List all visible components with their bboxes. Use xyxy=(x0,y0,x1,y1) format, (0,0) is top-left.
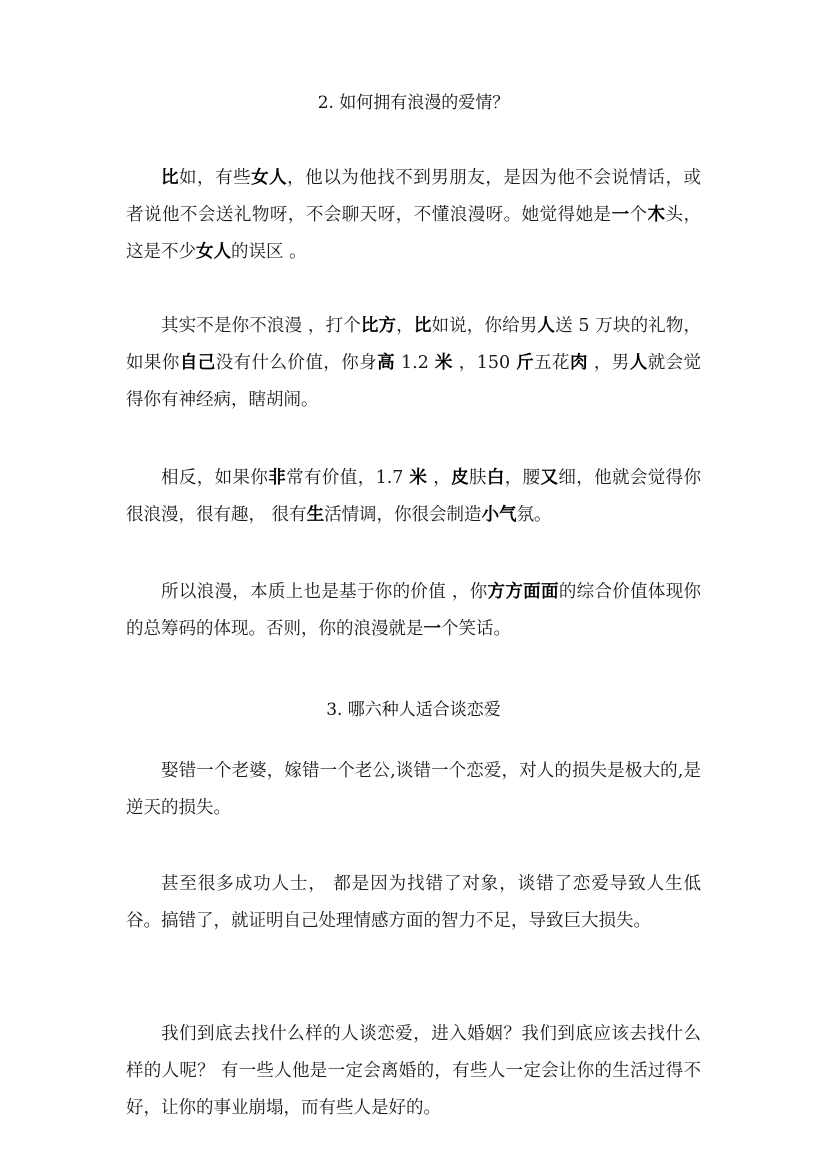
text-run: 我们到底去找什么样的人谈恋爱，进入婚姻？我们到底应该去找什么样的人呢？ 有一些人他是一定会离婚的，有些人一定会让你的生活过得不好，让你的事业崩塌，而有些人是好的。 xyxy=(126,1024,701,1118)
bold-text-run: 女人 xyxy=(251,168,288,188)
bold-text-run: 米 xyxy=(409,468,428,488)
bold-text-run: 非 xyxy=(268,468,287,488)
text-run: ， xyxy=(396,316,414,336)
text-run: 就会觉得你有神经病，瞎胡闹。 xyxy=(126,353,702,410)
bold-text-run: 高 xyxy=(377,353,396,373)
bold-text-run: 方方面面 xyxy=(487,582,559,602)
text-run: 所以浪漫，本质上也是基于你的价值 ，你 xyxy=(161,582,488,602)
paragraph xyxy=(126,308,701,419)
text-run: ， xyxy=(427,468,452,488)
text-run: 相反，如果你 xyxy=(161,468,269,488)
text-run: 如说，你给男 xyxy=(431,316,538,336)
text-run: 其实不是你不浪漫 ，打个 xyxy=(161,316,361,336)
bold-text-run: 白 xyxy=(486,468,505,488)
text-run: 甚至很多成功人士， 都是因为找错了对象，谈错了恋爱导致人生低谷。搞错了，就证明自己处理情感方面的智力不足，导致巨大损失。 xyxy=(126,874,701,931)
text-run: 如，有些 xyxy=(179,168,252,188)
bold-text-run: 女人 xyxy=(196,242,231,262)
bold-text-run: 又 xyxy=(540,468,559,488)
text-run: 头，这是不少 xyxy=(126,205,701,262)
paragraph xyxy=(126,866,701,940)
bold-text-run: 人 xyxy=(537,316,556,336)
section-heading-2: 2. 如何拥有浪漫的爱情？ xyxy=(317,93,510,113)
text-run: 活情调，你很会制造 xyxy=(324,505,482,525)
text-run: 送 5 万块的礼物，如果你 xyxy=(126,316,702,373)
text-run: 细，他就会觉得你很浪漫，很有趣， 很有 xyxy=(126,468,702,525)
paragraph xyxy=(126,1016,701,1127)
bold-text-run: 斤 xyxy=(516,353,535,373)
bold-text-run: 木 xyxy=(647,205,666,225)
text-run: ，男 xyxy=(587,353,630,373)
bold-text-run: 比 xyxy=(161,168,180,188)
bold-text-run: 人 xyxy=(629,353,648,373)
section-heading-3: 3. 哪六种人适合谈恋爱 xyxy=(326,700,501,720)
bold-text-run: 小气 xyxy=(481,505,517,525)
text-run: 个 xyxy=(629,205,648,225)
bold-text-run: 皮 xyxy=(451,468,469,488)
bold-text-run: 一 xyxy=(611,205,630,225)
text-run: ，他以为他找不到男朋友，是因为他不会说情话，或者说他不会送礼物呀，不会聊天呀，不懂浪漫呀。她觉得她是 xyxy=(126,168,702,225)
text-run: 没有什么价值，你身 xyxy=(215,353,378,373)
text-run: 的误区 。 xyxy=(231,242,307,262)
paragraph xyxy=(126,460,701,534)
bold-text-run: 比方 xyxy=(360,316,397,336)
text-run: 的综合价值体现你的总筹码的体现。否则，你的浪漫就是 xyxy=(126,582,702,639)
text-run: 1.2 xyxy=(395,353,435,373)
text-run: ，腰 xyxy=(504,468,541,488)
bold-text-run: 比 xyxy=(413,316,432,336)
bold-text-run: 生 xyxy=(306,505,325,525)
bold-text-run: 一 xyxy=(423,619,441,639)
text-run: 肤 xyxy=(468,468,487,488)
text-run: 个笑话。 xyxy=(441,619,511,639)
bold-text-run: 肉 xyxy=(569,353,588,373)
paragraph xyxy=(126,160,701,271)
text-run: 氛。 xyxy=(516,505,552,525)
text-run: 五花 xyxy=(534,353,570,373)
bold-text-run: 米 xyxy=(434,353,453,373)
text-run: ，150 xyxy=(452,353,517,373)
text-run: 娶错一个老婆，嫁错一个老公,谈错一个恋爱，对人的损失是极大的,是逆天的损失。 xyxy=(126,761,701,818)
paragraph xyxy=(126,574,701,648)
text-run: 常有价值，1.7 xyxy=(286,468,410,488)
paragraph xyxy=(126,753,701,827)
bold-text-run: 自己 xyxy=(179,353,216,373)
